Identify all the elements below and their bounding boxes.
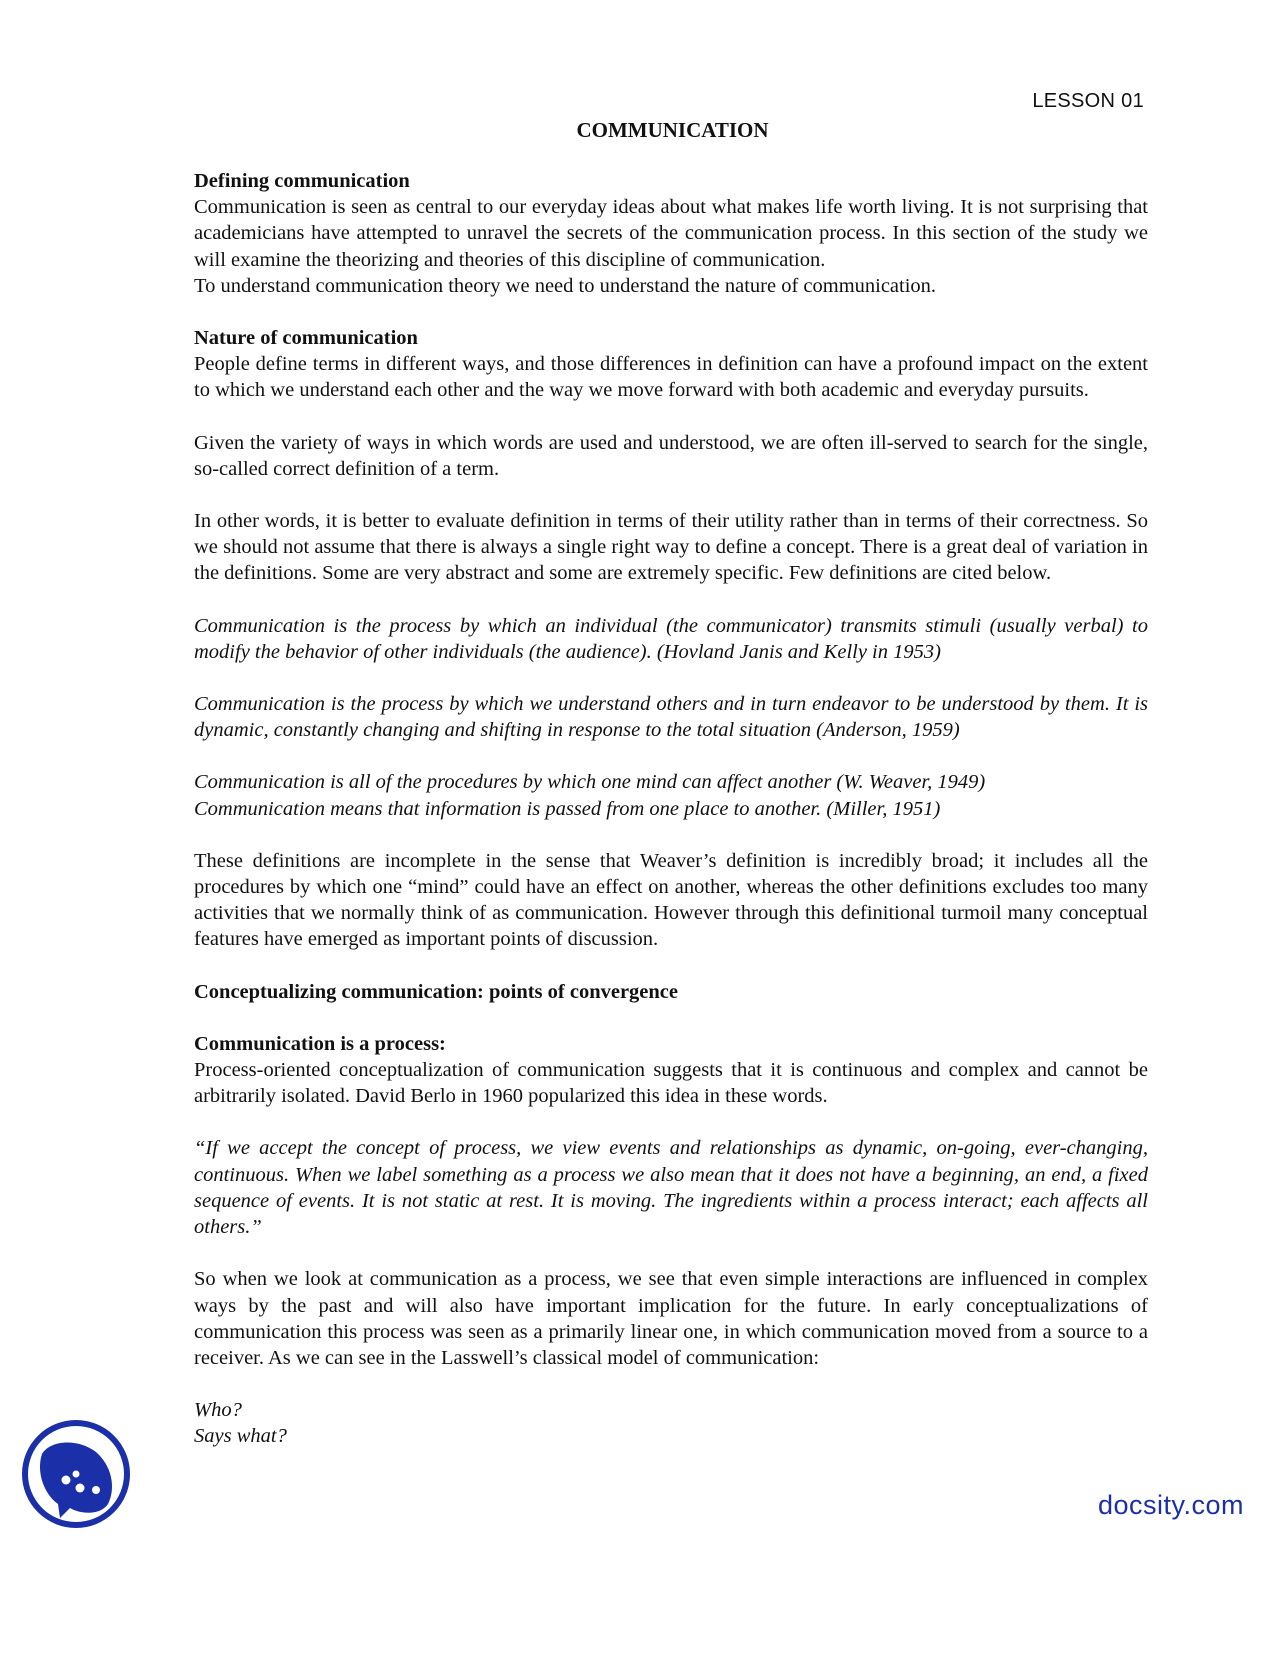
docsity-logo-icon	[20, 1418, 132, 1530]
section-conceptualizing	[194, 979, 1148, 1005]
section-defining	[194, 168, 1148, 273]
paragraph-defining-2: To understand communication theory we need to understand the nature of communication.	[194, 274, 937, 297]
paragraph-discussion: These definitions are incomplete in the sense that Weaver’s definition is incredibly broad; it includes all the procedures by which one “mind” could have an effect on another, whereas the other definitions excludes too many activities that we normally think of as communication. However through this definitional turmoil many conceptual features have emerged as important points of discussion.	[194, 849, 1148, 951]
heading-conceptualizing: Conceptualizing communication: points of convergence	[194, 980, 678, 1003]
heading-defining: Defining communication	[194, 170, 410, 192]
lasswell-model	[194, 1397, 1148, 1449]
paragraph-nature-3: In other words, it is better to evaluate definition in terms of their utility rather than in terms of their correctness. So we should not assume that there is always a single right way to define a concept. There is a great deal of variation in the definitions. Some are very abstract and some are extremely specific. Few definitions are cited below.	[194, 510, 1148, 585]
paragraph-process-2: So when we look at communication as a process, we see that even simple interactions are influenced in complex ways by the past and will also have important implication for the future. In early conceptualizations of communication this process was seen as a primarily linear one, in which communication moved from a source to a receiver. As we can see in the Lasswell’s classical model of communication:	[194, 1268, 1148, 1369]
definition-3: Communication is all of the procedures by which one mind can affect another (W. Weaver, 1949)	[194, 771, 986, 794]
heading-nature: Nature of communication	[194, 327, 418, 350]
page-title: COMMUNICATION	[576, 118, 769, 142]
heading-process: Communication is a process:	[194, 1032, 446, 1055]
docsity-brand-link[interactable]: docsity.com	[1098, 1490, 1245, 1520]
document-body	[194, 168, 1148, 1476]
paragraph-nature-1: People define terms in different ways, and those differences in definition can have a profound impact on the extent to which we understand each other and the way we move forward with both academic and everyday pursuits.	[194, 353, 1148, 402]
berlo-quote: “If we accept the concept of process, we view events and relationships as dynamic, on-going, ever-changing, continuous. When we label something as a process we also mean that it does not have a beginning, an end, a fixed sequence of events. It is not static at rest. It is moving. The ingredients within a process interact; each affects all others.”	[194, 1137, 1148, 1239]
paragraph-defining-1: Communication is seen as central to our everyday ideas about what makes life worth living. It is not surprising that academicians have attempted to unravel the secrets of the communication process. In this section of the study we will examine the theorizing and theories of this discipline of communication.	[194, 196, 1148, 271]
definition-4: Communication means that information is passed from one place to another. (Miller, 1951)	[194, 797, 941, 820]
lasswell-who: Who?	[194, 1399, 242, 1422]
definition-group	[194, 769, 1148, 821]
paragraph-nature-2: Given the variety of ways in which words are used and understood, we are often ill-served to search for the single, so-called correct definition of a term.	[194, 431, 1148, 480]
lasswell-says-what: Says what?	[194, 1425, 287, 1448]
definition-2: Communication is the process by which we understand others and in turn endeavor to be understood by them. It is dynamic, constantly changing and shifting in response to the total situation (Anderson, 1959)	[194, 693, 1148, 742]
section-process	[194, 1031, 1148, 1110]
definition-1: Communication is the process by which an individual (the communicator) transmits stimuli (usually verbal) to modify the behavior of other individuals (the audience). (Hovland Janis and Kelly in 1953)	[194, 614, 1148, 663]
section-nature	[194, 325, 1148, 404]
paragraph-process-1: Process-oriented conceptualization of communication suggests that it is continuous and complex and cannot be arbitrarily isolated. David Berlo in 1960 popularized this idea in these words.	[194, 1059, 1148, 1108]
lesson-number: LESSON 01	[1032, 90, 1144, 112]
